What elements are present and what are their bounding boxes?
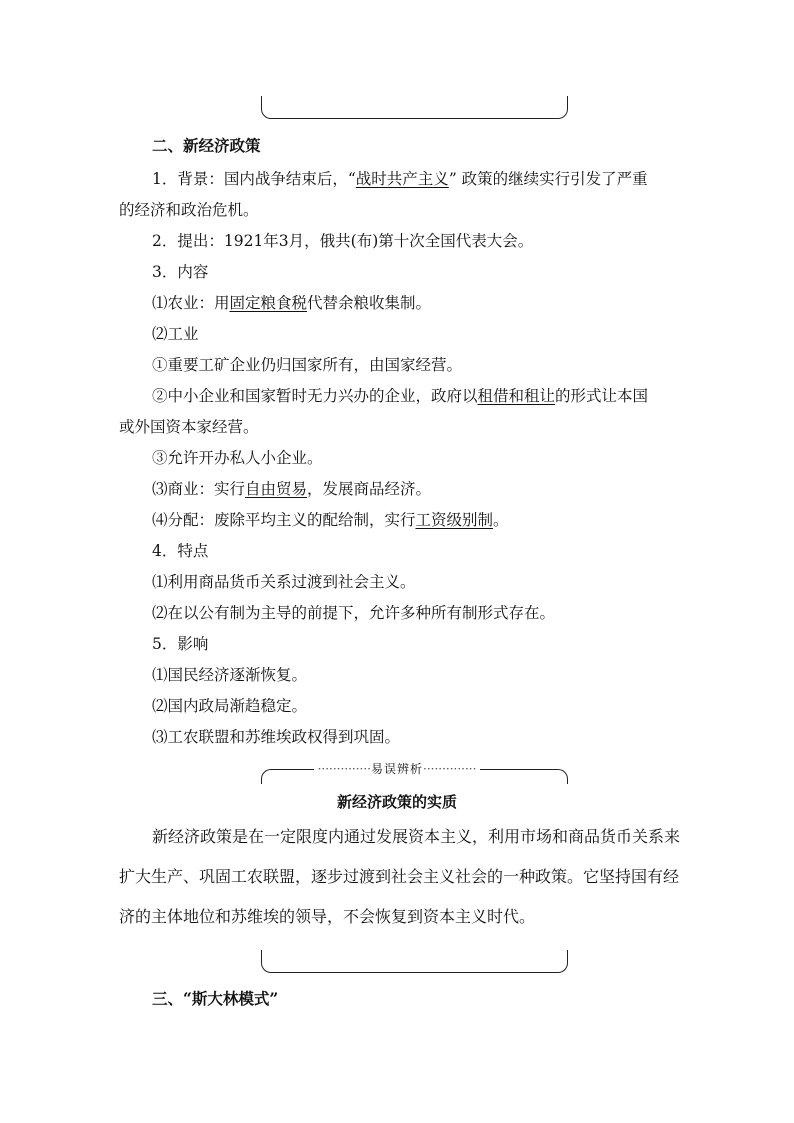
underlined-term: 战时共产主义 <box>355 170 449 188</box>
features-heading: 4．特点 <box>152 542 209 560</box>
industry-item-1: ①重要工矿企业仍归国家所有，由国家经营。 <box>152 356 463 374</box>
impact-item-1: ⑴国民经济逐渐恢复。 <box>152 666 308 684</box>
note-box-bottom-bracket <box>261 950 568 973</box>
background-line-2: 的经济和政治危机。 <box>119 201 259 219</box>
underlined-term: 租借和租让 <box>477 387 556 405</box>
impact-item-3: ⑶工农联盟和苏维埃政权得到巩固。 <box>152 728 401 746</box>
feature-item-2: ⑵在以公有制为主导的前提下，允许多种所有制形式存在。 <box>152 604 556 622</box>
note-heading: 新经济政策的实质 <box>336 793 457 811</box>
agriculture-line: ⑴农业：用固定粮食税代替余粮收集制。 <box>152 294 432 312</box>
impact-heading: 5．影响 <box>152 635 209 653</box>
note-line-1: 新经济政策是在一定限度内通过发展资本主义，利用市场和商品货币关系来 <box>152 827 681 846</box>
underlined-term: 固定粮食税 <box>229 294 308 312</box>
content-heading: 3．内容 <box>152 263 209 281</box>
underlined-term: 工资级别制 <box>415 511 494 529</box>
background-line: 1．背景：国内战争结束后，“战时共产主义” 政策的继续实行引发了严重 <box>152 170 648 188</box>
industry-item-2-line-2: 或外国资本家经营。 <box>119 418 259 436</box>
industry-heading: ⑵工业 <box>152 325 199 343</box>
commerce-line: ⑶商业：实行自由贸易，发展商品经济。 <box>152 480 432 498</box>
note-label: ··············易误辨析·············· <box>0 762 794 776</box>
top-box-bracket <box>261 96 568 119</box>
distribution-line: ⑷分配：废除平均主义的配给制，实行工资级别制。 <box>152 511 509 529</box>
section-heading: 三、“斯大林模式” <box>152 989 279 1008</box>
section-heading: 二、新经济政策 <box>152 136 261 155</box>
proposal-line: 2．提出：1921年3月，俄共(布)第十次全国代表大会。 <box>152 232 534 250</box>
underlined-term: 自由贸易 <box>245 480 308 498</box>
note-line-2: 扩大生产、巩固工农联盟，逐步过渡到社会主义社会的一种政策。它坚持国有经 <box>119 867 680 886</box>
industry-item-2: ②中小企业和国家暂时无力兴办的企业，政府以租借和租让的形式让本国 <box>152 387 649 405</box>
feature-item-1: ⑴利用商品货币关系过渡到社会主义。 <box>152 573 416 591</box>
industry-item-3: ③允许开办私人小企业。 <box>152 449 323 467</box>
note-line-3: 济的主体地位和苏维埃的领导，不会恢复到资本主义时代。 <box>119 907 536 926</box>
impact-item-2: ⑵国内政局渐趋稳定。 <box>152 697 308 715</box>
